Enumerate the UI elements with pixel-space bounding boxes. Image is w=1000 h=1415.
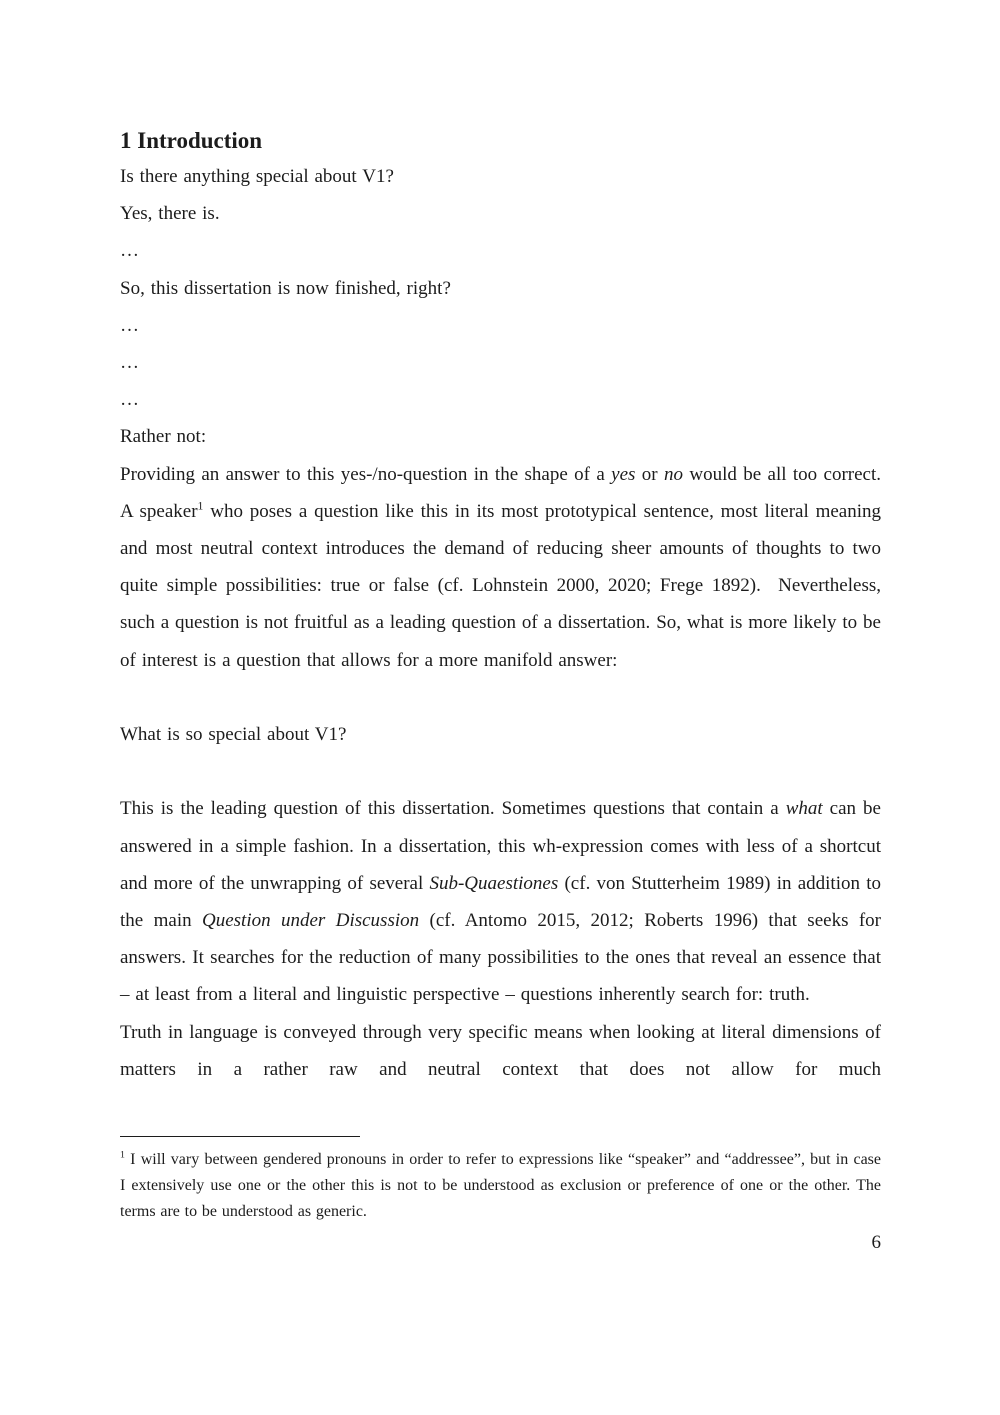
section-heading: 1 Introduction	[120, 128, 263, 153]
paragraph	[120, 232, 881, 269]
emphasized-text: yes	[611, 463, 636, 485]
footnote-reference: 1	[197, 499, 204, 513]
paragraph	[120, 270, 881, 307]
footnote-text	[120, 1147, 881, 1225]
text-segment: …	[120, 314, 139, 336]
blank-line	[120, 753, 881, 790]
emphasized-text: Sub-Quaestiones	[429, 872, 559, 894]
paragraph	[120, 344, 881, 381]
paragraph	[120, 195, 881, 232]
text-segment: …	[120, 389, 139, 411]
text-segment: (cf. von Stutterheim 1989) in addition to the main	[120, 872, 881, 932]
text-segment: …	[120, 240, 139, 262]
text-segment: Rather not:	[120, 426, 207, 448]
text-segment: Is there anything special about V1?	[120, 166, 394, 187]
text-segment: …	[120, 352, 139, 374]
paragraph	[120, 381, 881, 418]
paragraph	[120, 1014, 881, 1088]
paragraph	[120, 158, 881, 195]
text-segment: Providing an answer to this yes-/no-question in the shape of a	[120, 463, 612, 485]
text-segment: would be all too correct. A speaker	[120, 463, 882, 522]
text-segment: I will vary between gendered pronouns in order to refer to expressions like “speaker” and “addressee”, but in case I extensively use one or the other this is not to be understood as exclusion or preference of one or the other. The terms are to be understood as generic.	[120, 1151, 881, 1221]
text-segment: Truth in language is conveyed through very specific means when looking at literal dimensions of matters in a rather raw and neutral context that does not allow for much	[120, 1021, 881, 1080]
text-segment: (cf. Antomo 2015, 2012; Roberts 1996) that seeks for answers. It searches for the reduction of many possibilities to the ones that reveal an essence that – at least from a literal and linguistic perspective – questions inherently search for: truth.	[120, 910, 882, 1006]
page-number: 6	[871, 1232, 881, 1254]
paragraph	[120, 418, 881, 455]
text-segment: What is so special about V1?	[120, 724, 347, 746]
footnote-rule	[120, 1136, 360, 1137]
text-segment: This is the leading question of this dissertation. Sometimes questions that contain a	[120, 798, 786, 820]
text-segment: can be answered in a simple fashion. In a dissertation, this wh-expression comes with less of a shortcut and more of the unwrapping of several	[120, 798, 881, 894]
footnote-area	[120, 1136, 881, 1225]
paragraph	[120, 456, 881, 679]
paragraph	[120, 307, 881, 344]
emphasized-text: what	[785, 798, 823, 820]
text-segment: who poses a question like this in its most prototypical sentence, most literal meaning and most neutral context introduces the demand of reducing sheer amounts of thoughts to two quite simple possibilities: true or false (cf. Lohnstein 2000, 2020; Frege 1892). Nevertheless, such a question is not fruitful as a leading question of a dissertation. So, what is more likely to be of interest is a question that allows for a more manifold answer:	[120, 500, 881, 671]
paragraph	[120, 716, 881, 753]
footnote-marker: 1	[120, 1149, 125, 1161]
text-segment: So, this dissertation is now finished, right?	[120, 277, 451, 299]
paragraph	[120, 790, 881, 1013]
text-segment: or	[635, 463, 664, 485]
emphasized-text: Question under Discussion	[202, 910, 420, 932]
body-text	[120, 158, 881, 1088]
emphasized-text: no	[663, 463, 683, 485]
blank-line	[120, 679, 881, 716]
text-segment: Yes, there is.	[120, 203, 220, 225]
